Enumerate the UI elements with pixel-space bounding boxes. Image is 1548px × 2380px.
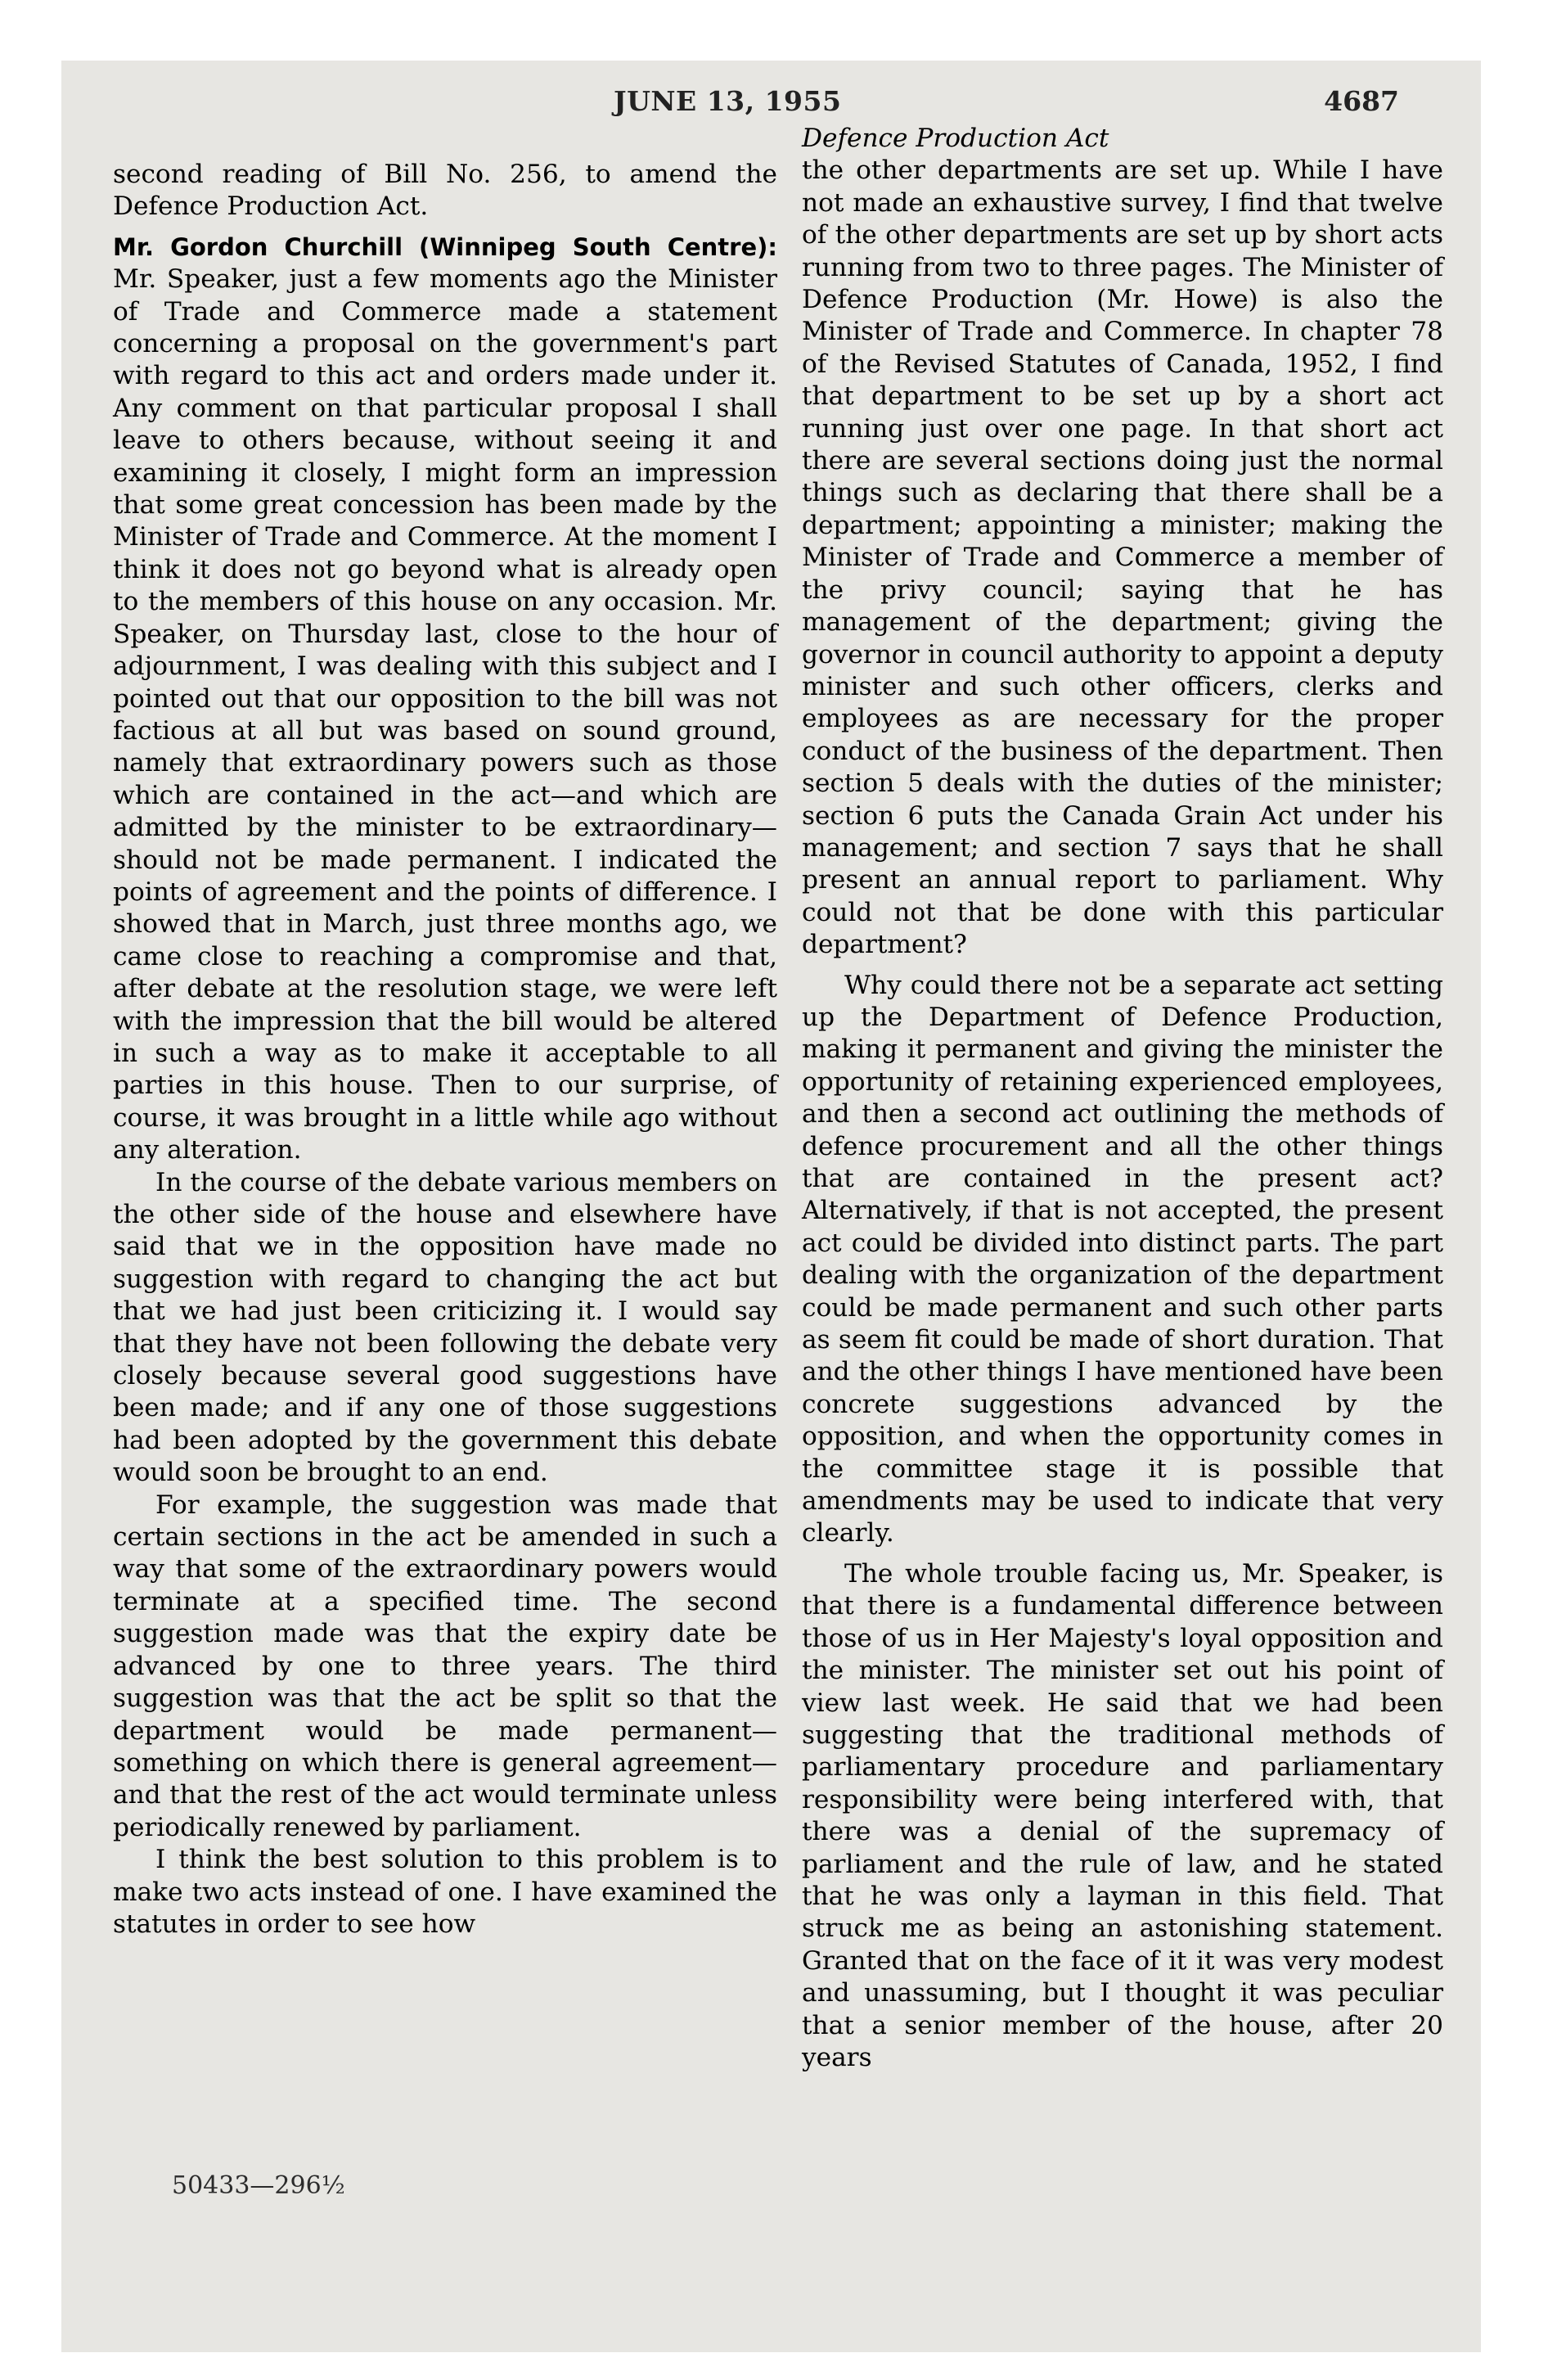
paragraph: The whole trouble facing us, Mr. Speaker, is that there is a fundamental difference between those of us in Her Majesty's loyal opposition and the minister. The minister set out his point of view last week. He said that we had been suggesting that the traditional methods of parliamentary procedure and parliamentary responsibility were being interfered with, that there was a denial of the supremacy of parliament and the rule of law, and he stated that he was only a layman in this field. That struck me as being an astonishing statement. Granted that on the face of it it was very modest and unassuming, but I thought it was peculiar that a senior member of the house, after 20 years <box>802 1558 1443 2072</box>
right-column <box>802 123 1443 2074</box>
speaker-name: Mr. Gordon Churchill (Winnipeg South Centre): <box>113 232 777 261</box>
paragraph: For example, the suggestion was made that certain sections in the act be amended in such a way that some of the extraordinary powers would terminate at a specified time. The second suggestion made was that the expiry date be advanced by one to three years. The third suggestion was that the act be split so that the department would be made permanent—something on which there is general agreement—and that the rest of the act would terminate unless periodically renewed by parliament. <box>113 1490 777 1842</box>
paragraph: I think the best solution to this problem is to make two acts instead of one. I have examined the statutes in order to see how <box>113 1845 777 1939</box>
paragraph-text: Mr. Speaker, just a few moments ago the Minister of Trade and Commerce made a statement concerning a proposal on the government's part with regard to this act and orders made under it. Any comment on that particular proposal I shall leave to others because, without seeing it and examining it closely, I might form an impression that some great concession has been made by the Minister of Trade and Commerce. At the moment I think it does not go beyond what is already open to the members of this house on any occasion. Mr. Speaker, on Thursday last, close to the hour of adjournment, I was dealing with this subject and I pointed out that our opposition to the bill was not factious at all but was based on sound ground, namely that extraordinary powers such as those which are contained in the act—and which are admitted by the minister to be extraordinary—should not be made permanent. I indicated the points of agreement and the points of difference. I showed that in March, just three months ago, we came close to reaching a compromise and that, after debate at the resolution stage, we were left with the impression that the bill would be altered in such a way as to make it acceptable to all parties in this house. Then to our surprise, of course, it was brought in a little while ago without any alteration. <box>113 264 777 1165</box>
paragraph: In the course of the debate various members on the other side of the house and elsewhere have said that we in the opposition have made no suggestion with regard to changing the act but that we had just been criticizing it. I would say that they have not been following the debate very closely because several good suggestions have been made; and if any one of those suggestions had been adopted by the government this debate would soon be brought to an end. <box>113 1167 777 1488</box>
paragraph: Why could there not be a separate act setting up the Department of Defence Production, making it permanent and giving the minister the opportunity of retaining experienced employees, and then a second act outlining the methods of defence procurement and all the other things that are contained in the present act? Alternatively, if that is not accepted, the present act could be divided into distinct parts. The part dealing with the organization of the department could be made permanent and such other parts as seem fit could be made of short duration. That and the other things I have mentioned have been concrete suggestions advanced by the opposition, and when the opportunity comes in the committee stage it is possible that amendments may be used to indicate that very clearly. <box>802 970 1443 1548</box>
paragraph <box>113 232 777 1167</box>
page-number: 4687 <box>1324 85 1399 117</box>
print-code: 50433—296½ <box>172 2171 345 2200</box>
running-title: Defence Production Act <box>802 124 1109 153</box>
paragraph: second reading of Bill No. 256, to amend the Defence Production Act. <box>113 160 777 222</box>
left-column <box>113 159 777 1941</box>
paragraph: the other departments are set up. While I have not made an exhaustive survey, I find that twelve of the other departments are set up by short acts running from two to three pages. The Minister of Defence Production (Mr. Howe) is also the Minister of Trade and Commerce. In chapter 78 of the Revised Statutes of Canada, 1952, I find that department to be set up by a short act running just over one page. In that short act there are several sections doing just the normal things such as declaring that there shall be a department; appointing a minister; making the Minister of Trade and Commerce a member of the privy council; saying that he has management of the department; giving the governor in council authority to appoint a deputy minister and such other officers, clerks and employees as are necessary for the proper conduct of the business of the department. Then section 5 deals with the duties of the minister; section 6 puts the Canada Grain Act under his management; and section 7 says that he shall present an annual report to parliament. Why could not that be done with this particular department? <box>802 156 1443 960</box>
page-date: JUNE 13, 1955 <box>614 85 842 117</box>
